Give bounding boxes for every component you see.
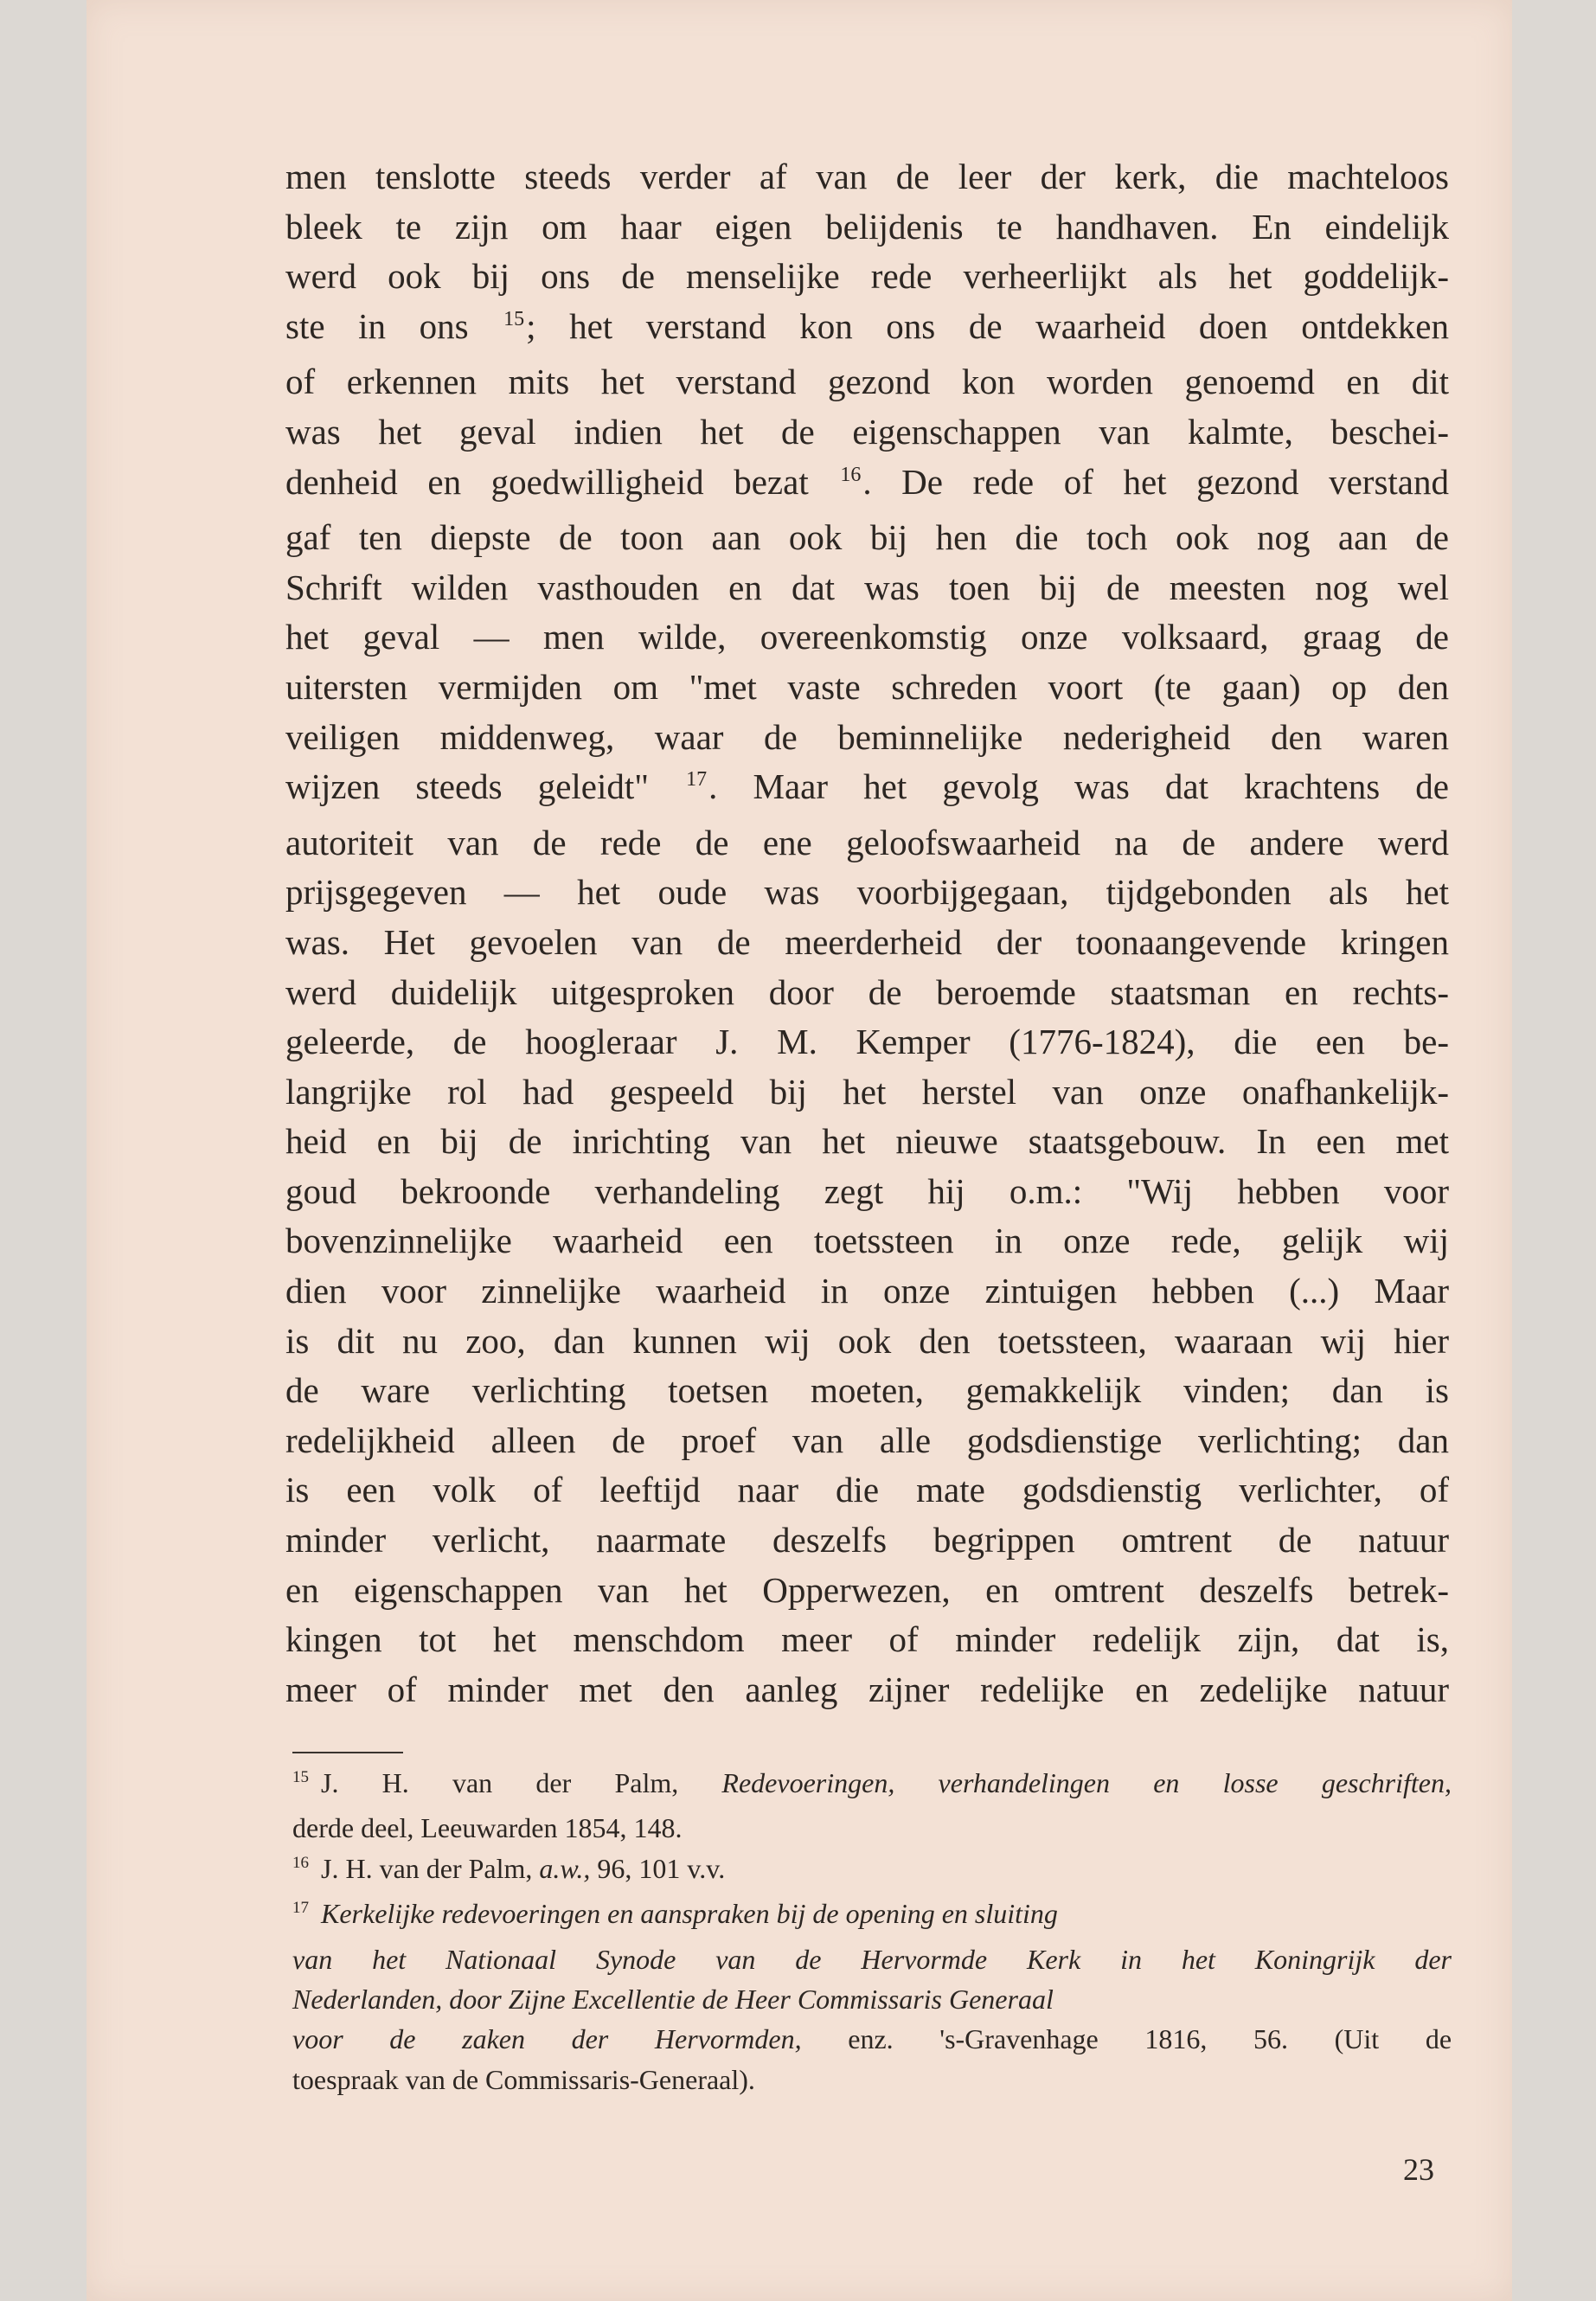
text-line: minder verlicht, naarmate deszelfs begrippen omtrent de natuur [285, 1520, 1449, 1561]
text-line: prijsgegeven — het oude was voorbijgegaan, tijdgebonden als het [285, 872, 1449, 913]
footnotes [292, 1763, 1452, 2099]
text-line: langrijke rol had gespeeld bij het herstel van onze onafhankelijk- [285, 1071, 1449, 1112]
footnote-ref-16[interactable]: 16 [840, 463, 862, 486]
text-line: veiligen middenweg, waar de beminnelijke nederigheid den waren [285, 716, 1449, 757]
footnote-16: $^{16}$ J. H. van der Palm, a.w., 96, 101 v.v. [292, 1852, 726, 1884]
text-line: wijzen steeds geleidt" $^{17}$. Maar het gevolg was dat krachtens de [285, 766, 1450, 807]
text-line: geleerde, de hoogleraar J. M. Kemper (1776-1824), die een be- [285, 1022, 1449, 1062]
text-line: Schrift wilden vasthouden en dat was toen bij de meesten nog wel [285, 567, 1449, 607]
text-line: ste in ons $^{15}$; het verstand kon ons de waarheid doen ontdekken [285, 305, 1449, 346]
text-line: autoriteit van de rede de ene geloofswaarheid na de andere werd [285, 822, 1449, 862]
footnote-17-cont: van het Nationaal Synode van de Hervormde Kerk in het Koningrijk der [292, 1943, 1452, 1975]
text-line: dien voor zinnelijke waarheid in onze zintuigen hebben (...) Maar [285, 1271, 1449, 1311]
text-line: redelijkheid alleen de proef van alle godsdienstige verlichting; dan [285, 1420, 1449, 1460]
body-text [285, 152, 1449, 1715]
text-line: heid en bij de inrichting van het nieuwe staatsgebouw. In een met [285, 1121, 1449, 1162]
page-number: 23 [1403, 2152, 1434, 2187]
text-line: en eigenschappen van het Opperwezen, en omtrent deszelfs betrek- [285, 1569, 1449, 1610]
text-line: is een volk of leeftijd naar die mate godsdienstig verlichter, of [285, 1470, 1449, 1510]
text-line: bovenzinnelijke waarheid een toetssteen in onze rede, gelijk wij [285, 1221, 1449, 1261]
footnote-15-cont: derde deel, Leeuwarden 1854, 148. [292, 1812, 683, 1844]
text-line: werd duidelijk uitgesproken door de beroemde staatsman en rechts- [285, 971, 1449, 1012]
footnote-15: $^{15}$ J. H. van der Palm, Redevoeringen, verhandelingen en losse geschriften, [292, 1767, 1452, 1798]
text-line: meer of minder met den aanleg zijner redelijke en zedelijke natuur [285, 1669, 1449, 1709]
footnote-ref-15[interactable]: 15 [503, 307, 525, 330]
footnote-17-cont: Nederlanden, door Zijne Excellentie de Heer Commissaris Generaal [292, 1984, 1054, 2016]
text-line: of erkennen mits het verstand gezond kon worden genoemd en dit [285, 362, 1449, 402]
footnote-divider [292, 1752, 403, 1753]
text-line: denheid en goedwilligheid bezat $^{16}$. De rede of het gezond verstand [285, 461, 1450, 502]
text-line: is dit nu zoo, dan kunnen wij ook den toetssteen, waaraan wij hier [285, 1320, 1449, 1361]
text-line: was. Het gevoelen van de meerderheid der toonaangevende kringen [285, 921, 1449, 962]
footnote-ref-17[interactable]: 17 [686, 768, 708, 792]
text-line: gaf ten diepste de toon aan ook bij hen die toch ook nog aan de [285, 517, 1449, 558]
text-line: kingen tot het menschdom meer of minder redelijk zijn, dat is, [285, 1619, 1449, 1660]
text-line: goud bekroonde verhandeling zegt hij o.m.: "Wij hebben voor [285, 1170, 1449, 1211]
text-line: men tenslotte steeds verder af van de leer der kerk, die machteloos [285, 157, 1449, 196]
text-line: het geval — men wilde, overeenkomstig onze volksaard, graag de [285, 617, 1449, 657]
text-line: de ware verlichting toetsen moeten, gemakkelijk vinden; dan is [285, 1370, 1449, 1411]
text-line: werd ook bij ons de menselijke rede verheerlijkt als het goddelijk- [285, 256, 1449, 297]
text-line: was het geval indien het de eigenschappen van kalmte, beschei- [285, 411, 1449, 452]
text-line: bleek te zijn om haar eigen belijdenis te handhaven. En eindelijk [285, 206, 1449, 247]
footnote-17-cont: voor de zaken der Hervormden, enz. 's-Gravenhage 1816, 56. (Uit de [292, 2023, 1452, 2055]
footnote-17-cont: toespraak van de Commissaris-Generaal). [292, 2063, 755, 2095]
footnote-17: $^{17}$ Kerkelijke redevoeringen en aanspraken bij de opening en sluiting [292, 1898, 1058, 1930]
text-line: uitersten vermijden om "met vaste schreden voort (te gaan) op den [285, 666, 1449, 707]
book-page [87, 0, 1512, 2301]
